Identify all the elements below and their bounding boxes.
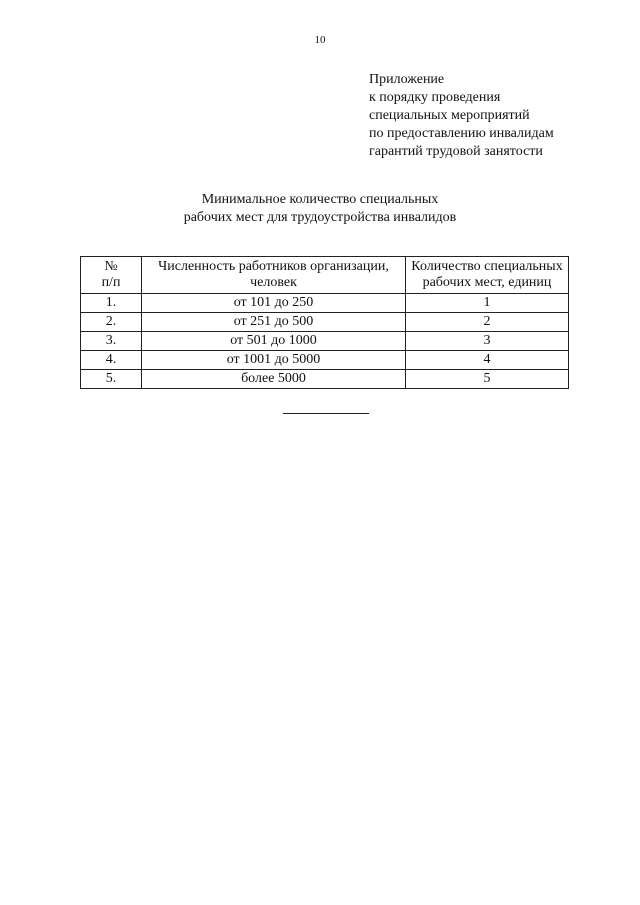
appendix-line: к порядку проведения: [369, 90, 501, 105]
header-staff-size: [142, 257, 406, 294]
row-number: 2.: [81, 313, 142, 332]
appendix-caption: [369, 71, 554, 161]
row-number: 5.: [81, 370, 142, 389]
title-line: рабочих мест для трудоустройства инвалидов: [183, 210, 457, 225]
document-title: [0, 191, 640, 227]
row-workplace-count: 4: [406, 351, 569, 370]
row-workplace-count: 2: [406, 313, 569, 332]
row-staff-size: более 5000: [142, 370, 406, 389]
header-number-line: п/п: [101, 275, 121, 290]
appendix-line: гарантий трудовой занятости: [369, 144, 543, 159]
appendix-line: по предоставлению инвалидам: [369, 126, 554, 141]
table-row: [81, 332, 569, 351]
workplace-quota-table: [80, 256, 569, 389]
header-number: [81, 257, 142, 294]
row-workplace-count: 1: [406, 294, 569, 313]
row-staff-size: от 1001 до 5000: [142, 351, 406, 370]
table-row: [81, 351, 569, 370]
row-staff-size: от 101 до 250: [142, 294, 406, 313]
row-staff-size: от 501 до 1000: [142, 332, 406, 351]
row-workplace-count: 5: [406, 370, 569, 389]
table-row: [81, 313, 569, 332]
header-number-line: №: [104, 259, 118, 274]
closing-rule: [283, 413, 369, 414]
appendix-line: специальных мероприятий: [369, 108, 530, 123]
header-workplace-count-line: рабочих мест, единиц: [422, 275, 552, 290]
row-number: 1.: [81, 294, 142, 313]
header-workplace-count-line: Количество специальных: [411, 259, 563, 274]
header-staff-size-line: Численность работников организации,: [158, 259, 389, 274]
page-number: 10: [314, 34, 326, 46]
appendix-line: Приложение: [369, 72, 445, 87]
row-number: 4.: [81, 351, 142, 370]
table-row: [81, 294, 569, 313]
row-number: 3.: [81, 332, 142, 351]
row-staff-size: от 251 до 500: [142, 313, 406, 332]
title-line: Минимальное количество специальных: [201, 192, 439, 207]
header-workplace-count: [406, 257, 569, 294]
table-row: [81, 370, 569, 389]
table-header-row: [81, 257, 569, 294]
row-workplace-count: 3: [406, 332, 569, 351]
header-staff-size-line: человек: [250, 275, 297, 290]
